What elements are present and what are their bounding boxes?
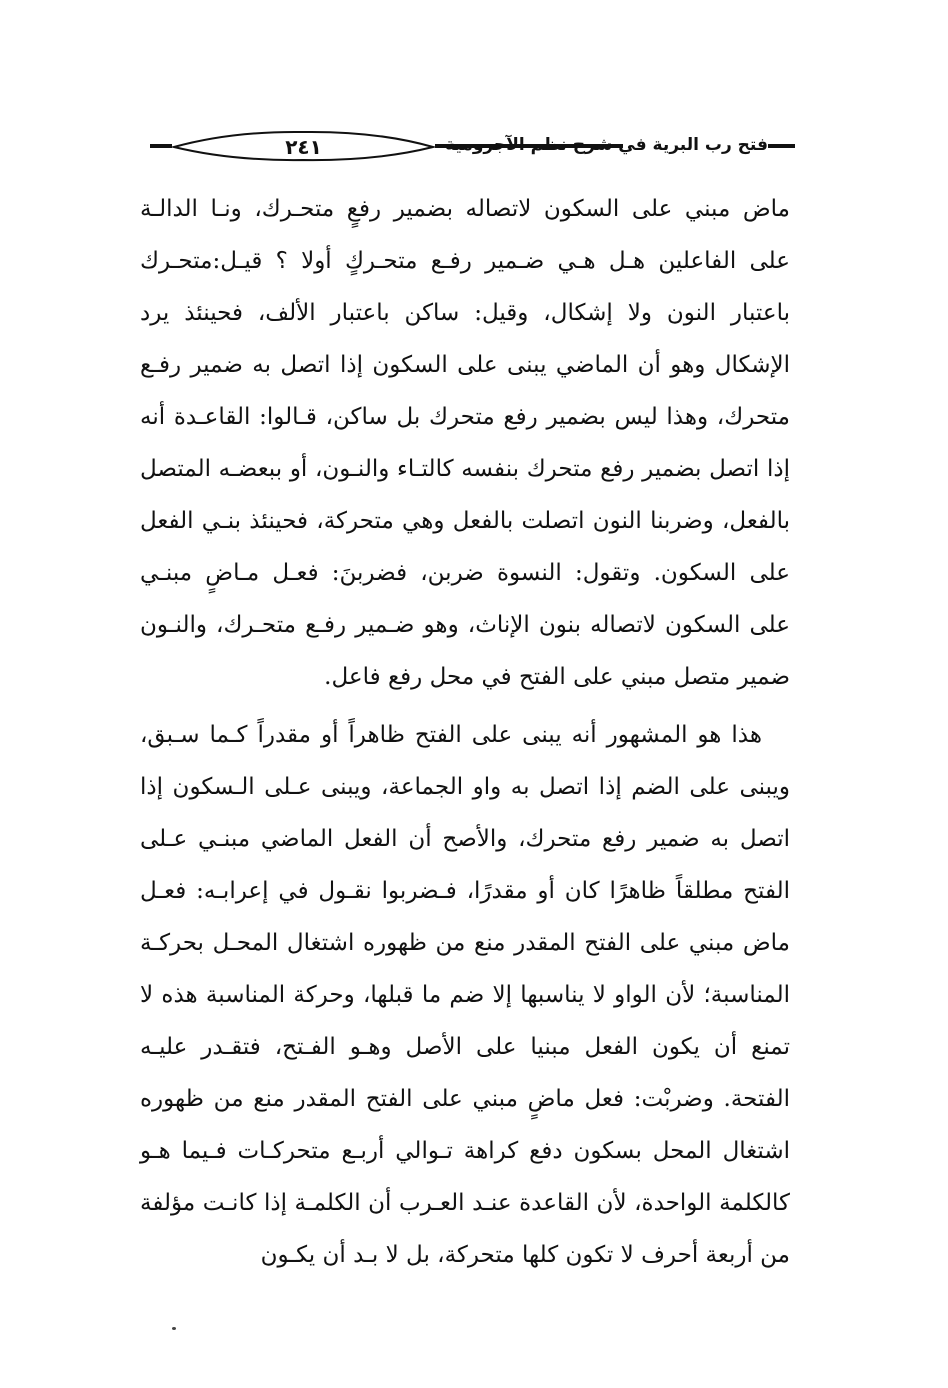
header-rule-left (150, 144, 172, 148)
body-text (140, 183, 790, 1281)
footer-dot (172, 1327, 176, 1330)
paragraph-1: ماض مبني على السكون لاتصاله بضمير رفعٍ متحـرك، ونـا الدالـة على الفاعلين هـل هـي ضـمير رفـع متحـركٍ أولا ؟ قيـل:متحـرك باعتبار النون ولا إشكال، وقيل: ساكن باعتبار الألف، فحينئذ يرد الإشكال وهو أن الماضي يبنى على السكون إذا اتصل به ضمير رفـع متحرك، وهذا ليس بضمير رفع متحرك بل ساكن، قـالوا: القاعـدة أنه إذا اتصل بضمير رفع متحرك بنفسه كالتـاء والنـون، أو ببعضـه المتصل بالفعل، وضربنا النون اتصلت بالفعل وهي متحركة، فحينئذ بنـي الفعل على السكون. وتقول: النسوة ضربن، فضربنَ: فعـل مـاضٍ مبنـي على السكون لاتصاله بنون الإناث، وهو ضـمير رفـع متحـرك، والنـون ضمير متصل مبني على الفتح في محل رفع فاعل. (140, 196, 790, 690)
page-number: ٢٤١ (285, 135, 322, 159)
running-title: فتح رب البرية في شرح نظم الآجرومية (445, 135, 768, 155)
header-rule-right (768, 144, 795, 148)
page-header (150, 128, 795, 168)
paragraph-2: هذا هو المشهور أنه يبنى على الفتح ظاهراً أو مقدراً كـما سـبق، ويبنى على الضم إذا اتصل به واو الجماعة، ويبنى عـلى الـسكون إذا اتصل به ضمير رفع متحرك، والأصح أن الفعل الماضي مبنـي عـلى الفتح مطلقاً ظاهرًا كان أو مقدرًا، فـضربوا نقـول في إعرابـه: فعـل ماض مبني على الفتح المقدر منع من ظهوره اشتغال المحـل بحركـة المناسبة؛ لأن الواو لا يناسبها إلا ضم ما قبلها، وحركة المناسبة هذه لا تمنع أن يكون الفعل مبنيا على الأصل وهـو الفـتح، فتقـدر عليـه الفتحة. وضربْت: فعل ماضٍ مبني على الفتح المقدر منع من ظهوره اشتغال المحل بسكون دفع كراهة تـوالي أربـع متحركـات فـيما هـو كالكلمة الواحدة، لأن القاعدة عنـد العـرب أن الكلمـة إذا كانـت مؤلفة من أربعة أحرف لا تكون كلها متحركة، بل لا بـد أن يكـون (140, 722, 790, 1268)
